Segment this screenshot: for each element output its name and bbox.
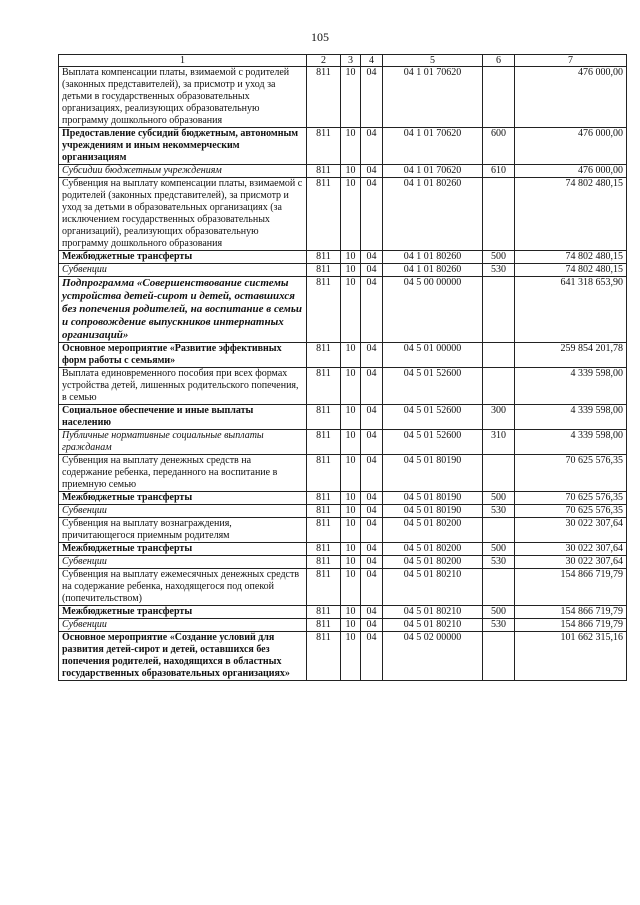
amount: 476 000,00 <box>515 165 627 178</box>
amount: 30 022 307,64 <box>515 556 627 569</box>
expense-type-code <box>483 343 515 368</box>
item-name: Предоставление субсидий бюджетным, автономным учреждениям и иным некоммерческим организациям <box>59 128 307 165</box>
amount: 74 802 480,15 <box>515 264 627 277</box>
target-article-code: 04 5 01 52600 <box>383 368 483 405</box>
subsection-code: 04 <box>361 430 383 455</box>
table-row <box>59 368 627 405</box>
section-code: 10 <box>341 632 361 681</box>
table-row <box>59 128 627 165</box>
expense-type-code <box>483 455 515 492</box>
target-article-code: 04 5 01 80200 <box>383 556 483 569</box>
section-code: 10 <box>341 165 361 178</box>
ministry-code: 811 <box>307 405 341 430</box>
target-article-code: 04 5 01 80200 <box>383 518 483 543</box>
ministry-code: 811 <box>307 67 341 128</box>
section-code: 10 <box>341 251 361 264</box>
target-article-code: 04 1 01 80260 <box>383 264 483 277</box>
target-article-code: 04 1 01 80260 <box>383 178 483 251</box>
amount: 30 022 307,64 <box>515 543 627 556</box>
target-article-code: 04 5 01 80190 <box>383 455 483 492</box>
target-article-code: 04 5 01 80190 <box>383 492 483 505</box>
target-article-code: 04 5 01 00000 <box>383 343 483 368</box>
item-name: Субвенция на выплату денежных средств на содержание ребенка, переданного на воспитание в приемную семью <box>59 455 307 492</box>
subsection-code: 04 <box>361 455 383 492</box>
ministry-code: 811 <box>307 178 341 251</box>
header-cell: 4 <box>361 55 383 67</box>
target-article-code: 04 5 01 80190 <box>383 505 483 518</box>
section-code: 10 <box>341 368 361 405</box>
item-name: Социальное обеспечение и иные выплаты населению <box>59 405 307 430</box>
expense-type-code <box>483 277 515 343</box>
subsection-code: 04 <box>361 556 383 569</box>
subsection-code: 04 <box>361 178 383 251</box>
target-article-code: 04 5 00 00000 <box>383 277 483 343</box>
ministry-code: 811 <box>307 556 341 569</box>
subsection-code: 04 <box>361 619 383 632</box>
target-article-code: 04 5 01 52600 <box>383 430 483 455</box>
target-article-code: 04 5 01 80210 <box>383 569 483 606</box>
table-row <box>59 178 627 251</box>
expense-type-code: 500 <box>483 543 515 556</box>
target-article-code: 04 5 02 00000 <box>383 632 483 681</box>
target-article-code: 04 5 01 52600 <box>383 405 483 430</box>
section-code: 10 <box>341 619 361 632</box>
item-name: Выплата единовременного пособия при всех формах устройства детей, лишенных родительского попечения, в семью <box>59 368 307 405</box>
section-code: 10 <box>341 264 361 277</box>
ministry-code: 811 <box>307 128 341 165</box>
item-name: Межбюджетные трансферты <box>59 543 307 556</box>
section-code: 10 <box>341 67 361 128</box>
amount: 154 866 719,79 <box>515 619 627 632</box>
table-row <box>59 343 627 368</box>
header-cell: 3 <box>341 55 361 67</box>
item-name: Выплата компенсации платы, взимаемой с родителей (законных представителей), за присмотр и уход за детьми в государственных образовательных организациях, реализующих образовательную программу дошкольного образования <box>59 67 307 128</box>
subsection-code: 04 <box>361 492 383 505</box>
header-cell: 1 <box>59 55 307 67</box>
subsection-code: 04 <box>361 405 383 430</box>
expense-type-code: 300 <box>483 405 515 430</box>
item-name: Субвенции <box>59 505 307 518</box>
expense-type-code: 610 <box>483 165 515 178</box>
section-code: 10 <box>341 492 361 505</box>
ministry-code: 811 <box>307 264 341 277</box>
subsection-code: 04 <box>361 251 383 264</box>
table-row <box>59 455 627 492</box>
table-row <box>59 67 627 128</box>
amount: 154 866 719,79 <box>515 569 627 606</box>
subsection-code: 04 <box>361 569 383 606</box>
section-code: 10 <box>341 543 361 556</box>
item-name: Субвенция на выплату ежемесячных денежных средств на содержание ребенка, находящегося под опекой (попечительством) <box>59 569 307 606</box>
header-row <box>59 55 627 67</box>
target-article-code: 04 1 01 70620 <box>383 165 483 178</box>
expense-type-code: 500 <box>483 251 515 264</box>
section-code: 10 <box>341 505 361 518</box>
table-row <box>59 569 627 606</box>
header-cell: 7 <box>515 55 627 67</box>
subsection-code: 04 <box>361 505 383 518</box>
table-row <box>59 556 627 569</box>
table-row <box>59 543 627 556</box>
expense-type-code <box>483 569 515 606</box>
amount: 70 625 576,35 <box>515 455 627 492</box>
item-name: Межбюджетные трансферты <box>59 251 307 264</box>
amount: 101 662 315,16 <box>515 632 627 681</box>
target-article-code: 04 1 01 80260 <box>383 251 483 264</box>
item-name: Основное мероприятие «Развитие эффективных форм работы с семьями» <box>59 343 307 368</box>
expense-type-code <box>483 632 515 681</box>
table-row <box>59 619 627 632</box>
ministry-code: 811 <box>307 518 341 543</box>
table-row <box>59 264 627 277</box>
expense-type-code: 530 <box>483 264 515 277</box>
section-code: 10 <box>341 405 361 430</box>
ministry-code: 811 <box>307 606 341 619</box>
item-name: Межбюджетные трансферты <box>59 492 307 505</box>
amount: 70 625 576,35 <box>515 505 627 518</box>
target-article-code: 04 5 01 80210 <box>383 619 483 632</box>
subsection-code: 04 <box>361 165 383 178</box>
amount: 259 854 201,78 <box>515 343 627 368</box>
expense-type-code: 530 <box>483 619 515 632</box>
table-row <box>59 606 627 619</box>
table-row <box>59 165 627 178</box>
expense-type-code: 530 <box>483 556 515 569</box>
table-row <box>59 492 627 505</box>
table-row <box>59 518 627 543</box>
target-article-code: 04 1 01 70620 <box>383 128 483 165</box>
subsection-code: 04 <box>361 368 383 405</box>
expense-type-code <box>483 178 515 251</box>
item-name: Публичные нормативные социальные выплаты гражданам <box>59 430 307 455</box>
table-row <box>59 632 627 681</box>
ministry-code: 811 <box>307 492 341 505</box>
table-row <box>59 430 627 455</box>
amount: 4 339 598,00 <box>515 430 627 455</box>
section-code: 10 <box>341 128 361 165</box>
subsection-code: 04 <box>361 67 383 128</box>
section-code: 10 <box>341 518 361 543</box>
table-row <box>59 251 627 264</box>
section-code: 10 <box>341 569 361 606</box>
header-cell: 6 <box>483 55 515 67</box>
amount: 476 000,00 <box>515 67 627 128</box>
expense-type-code: 530 <box>483 505 515 518</box>
page-number: 105 <box>311 30 329 44</box>
subsection-code: 04 <box>361 128 383 165</box>
subsection-code: 04 <box>361 343 383 368</box>
ministry-code: 811 <box>307 619 341 632</box>
section-code: 10 <box>341 343 361 368</box>
subsection-code: 04 <box>361 277 383 343</box>
amount: 641 318 653,90 <box>515 277 627 343</box>
expense-type-code <box>483 368 515 405</box>
ministry-code: 811 <box>307 455 341 492</box>
ministry-code: 811 <box>307 343 341 368</box>
ministry-code: 811 <box>307 569 341 606</box>
table-row <box>59 505 627 518</box>
expense-type-code: 600 <box>483 128 515 165</box>
amount: 74 802 480,15 <box>515 178 627 251</box>
ministry-code: 811 <box>307 505 341 518</box>
target-article-code: 04 1 01 70620 <box>383 67 483 128</box>
amount: 476 000,00 <box>515 128 627 165</box>
section-code: 10 <box>341 430 361 455</box>
amount: 4 339 598,00 <box>515 405 627 430</box>
target-article-code: 04 5 01 80210 <box>383 606 483 619</box>
expense-type-code <box>483 518 515 543</box>
subsection-code: 04 <box>361 632 383 681</box>
subsection-code: 04 <box>361 518 383 543</box>
expense-type-code: 310 <box>483 430 515 455</box>
amount: 4 339 598,00 <box>515 368 627 405</box>
section-code: 10 <box>341 178 361 251</box>
item-name: Субвенции <box>59 556 307 569</box>
item-name: Субсидии бюджетным учреждениям <box>59 165 307 178</box>
ministry-code: 811 <box>307 632 341 681</box>
subsection-code: 04 <box>361 264 383 277</box>
amount: 30 022 307,64 <box>515 518 627 543</box>
item-name: Субвенция на выплату вознаграждения, причитающегося приемным родителям <box>59 518 307 543</box>
ministry-code: 811 <box>307 430 341 455</box>
item-name: Субвенция на выплату компенсации платы, взимаемой с родителей (законных представителей), за присмотр и уход за детьми в образовательных организациях (за исключением государственных образовательных организаций), реализующих образовательную программу дошкольного образования <box>59 178 307 251</box>
table-row <box>59 277 627 343</box>
ministry-code: 811 <box>307 543 341 556</box>
item-name: Межбюджетные трансферты <box>59 606 307 619</box>
item-name: Субвенции <box>59 264 307 277</box>
amount: 154 866 719,79 <box>515 606 627 619</box>
expense-type-code <box>483 67 515 128</box>
ministry-code: 811 <box>307 368 341 405</box>
header-cell: 5 <box>383 55 483 67</box>
expense-type-code: 500 <box>483 492 515 505</box>
ministry-code: 811 <box>307 165 341 178</box>
amount: 70 625 576,35 <box>515 492 627 505</box>
expense-type-code: 500 <box>483 606 515 619</box>
table-row <box>59 405 627 430</box>
target-article-code: 04 5 01 80200 <box>383 543 483 556</box>
subsection-code: 04 <box>361 606 383 619</box>
ministry-code: 811 <box>307 251 341 264</box>
ministry-code: 811 <box>307 277 341 343</box>
item-name: Субвенции <box>59 619 307 632</box>
subsection-code: 04 <box>361 543 383 556</box>
section-code: 10 <box>341 556 361 569</box>
item-name: Основное мероприятие «Создание условий для развития детей-сирот и детей, оставшихся без попечения родителей, находящихся в областных государственных образовательных организациях» <box>59 632 307 681</box>
item-name: Подпрограмма «Совершенствование системы устройства детей-сирот и детей, оставшихся без попечения родителей, на воспитание в семьи и сопровождение выпускников интернатных организаций» <box>59 277 307 343</box>
budget-table <box>58 54 627 681</box>
section-code: 10 <box>341 455 361 492</box>
amount: 74 802 480,15 <box>515 251 627 264</box>
section-code: 10 <box>341 277 361 343</box>
header-cell: 2 <box>307 55 341 67</box>
section-code: 10 <box>341 606 361 619</box>
